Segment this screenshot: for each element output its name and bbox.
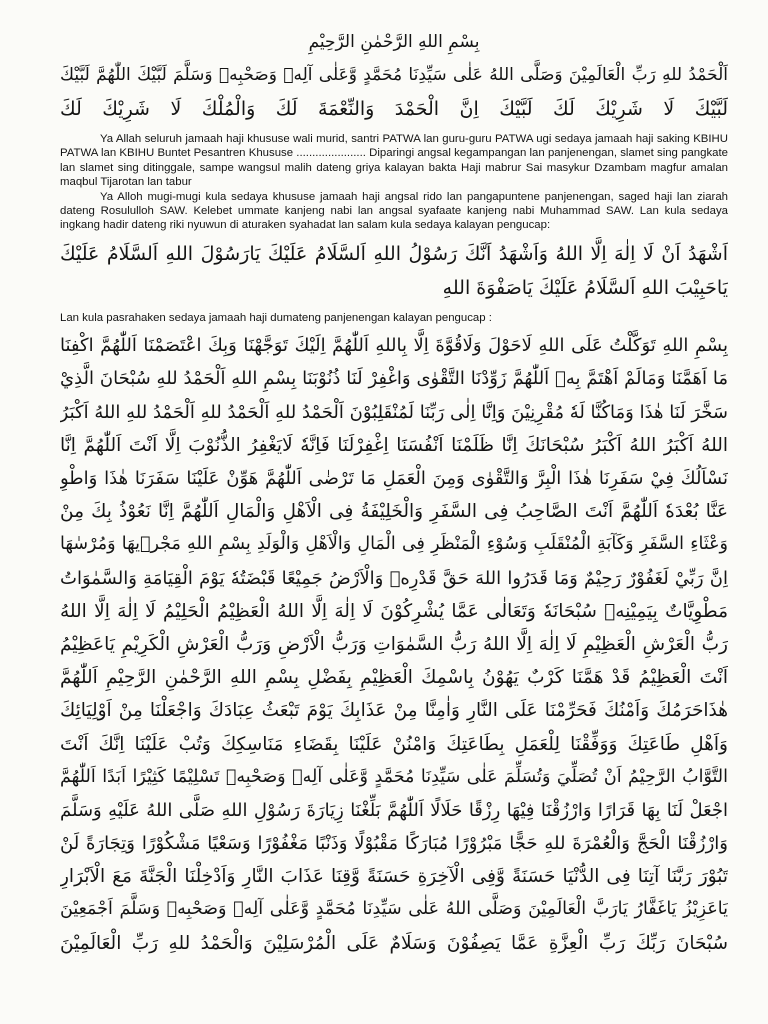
prayer-line: اجْعَلْ لَنَا بِهَا قَرَارًا وَارْزُقْنَا فِيْهَا رِزْقًا حَلَالًا اَللّٰهُمَّ بَلِّغْنَا زِيَارَةَ رَسُوْلِ اللهِ صَلَّى اللهُ عَلَيْهِ وَسَلَّمَ [60, 799, 728, 821]
intro-paragraph: Ya Allah seluruh jamaah haji khususe wali murid, santri PATWA lan guru-guru PATWA ugi sedaya jamaah haji saking KBIHU PATWA lan KBIHU Buntet Pesantren Khususe ...................... Diparingi angsal kegampangan lan panjenengan, slamet sing pangkate lan slamet sing ditinggale, sampe wangsul malih dateng griya kalayan bakta Haji mabrur Sai masykur Dzambam magfur amalan maqbul Tijarotan lan tabur [60, 133, 728, 189]
prayer-line: اَنْتَ الْعَظِيْمُ قَدْ هَمَّنَا كَرْبٌ يَهُوْنُ بِاسْمِكَ الْعَظِيْمِ بِفَضْلِ بِسْمِ اللهِ الرَّحْمٰنِ الرَّحِيْمِ اَللّٰهُمَّ [60, 667, 728, 689]
prayer-line: رَبُّ الْعَرْشِ الْعَظِيْمِ لَا اِلٰهَ اِلَّا اللهُ رَبُّ السَّمٰوَاتِ وَرَبُّ الْاَرْضِ وَرَبُّ الْعَرْشِ الْكَرِيْمِ يَاعَظِيْمُ [60, 633, 728, 655]
intro-line-2: Lan kula pasrahaken sedaya jamaah haji dumateng panjenengan kalayan pengucap : [60, 311, 492, 324]
prayer-line: عَنَّا بُعْدَهٗ اَللّٰهُمَّ اَنْتَ الصَّاحِبُ فِى السَّفَرِ وَالْخَلِيْفَةُ فِى الْاَهْلِ وَالْمَالِ اَللّٰهُمَّ اِنَّا نَعُوْذُ بِكَ مِنْ [60, 501, 728, 523]
prayer-line: سُبْحَانَ رَبِّكَ رَبِّ الْعِزَّةِ عَمَّا يَصِفُوْنَ وَسَلَامٌ عَلَى الْمُرْسَلِيْنَ وَالْحَمْدُ للهِ رَبِّ الْعَالَمِيْنَ [60, 932, 728, 954]
prayer-line: يَاعَزِيْزُ يَاغَفَّارُ يَارَبَّ الْعَالَمِيْنَ وَصَلَّى اللهُ عَلٰى سَيِّدِنَا مُحَمَّدٍ وَّعَلٰى آلِهٖ وَصَحْبِهٖ وَسَلَّمَ اَجْمَعِيْنَ [60, 899, 728, 920]
prayer-block [60, 329, 728, 960]
prayer-line: وَارْزُقْنَا الْحَجَّ وَالْعُمْرَةَ للهِ حَجًّا مَبْرُوْرًا مُبَارَكًا مَقْبُوْلًا وَذَنْبًا مَغْفُوْرًا وَسَعْيًا مَشْكُوْرًا وَتِجَارَةً لَنْ [60, 833, 728, 855]
shahada-line: اَشْهَدُ اَنْ لَا اِلٰهَ اِلَّا اللهُ وَاَشْهَدُ اَنَّكَ رَسُوْلُ اللهِ اَلسَّلَامُ عَلَيْكَ يَارَسُوْلَ اللهِ اَلسَّلَامُ عَلَيْكَ [60, 242, 728, 265]
prayer-line: مَا اَهَمَّنَا وَمَالَمْ اَهْتَمَّ بِهٖ اَللّٰهُمَّ زَوِّدْنَا التَّقْوٰى وَاغْفِرْ لَنَا ذُنُوْبَنَا بِسْمِ اللهِ اَلْحَمْدُ للهِ سُبْحَانَ الَّذِيْ [60, 368, 728, 390]
shahada-line: يَاحَبِيْبَ اللهِ اَلسَّلَامُ عَلَيْكَ يَاصَفْوَةَ اللهِ [442, 276, 728, 299]
talbiyah-line: اَلْحَمْدُ للهِ رَبِّ الْعَالَمِيْنَ وَصَلَّى اللهُ عَلٰى سَيِّدِنَا مُحَمَّدٍ وَّعَلٰى آلِهٖ وَصَحْبِهٖ وَسَلَّمَ لَبَّيْكَ اللّٰهُمَّ لَبَّيْكَ [60, 65, 728, 85]
prayer-line: نَسْاَلُكَ فِيْ سَفَرِنَا هٰذَا الْبِرَّ وَالتَّقْوٰى وَمِنَ الْعَمَلِ مَا تَرْضٰى اَللّٰهُمَّ هَوِّنْ عَلَيْنَا سَفَرَنَا هٰذَا وَاطْوِ [60, 468, 728, 489]
prayer-line: هٰذَاحَرَمُكَ وَاَمْنُكَ فَحَرِّمْنَا عَلَى النَّارِ وَاٰمِنَّا مِنْ عَذَابِكَ يَوْمَ تَبْعَثُ عِبَادَكَ وَاجْعَلْنَا مِنْ اَوْلِيَائِكَ [60, 700, 728, 722]
prayer-line: اللهُ اَكْبَرُ اللهُ اَكْبَرُ سُبْحَانَكَ اِنَّا ظَلَمْنَا اَنْفُسَنَا اِغْفِرْلَنَا فَاِنَّهٗ لَايَغْفِرُ الذُّنُوْبَ اِلَّا اَنْتَ اَللّٰهُمَّ اِنَّا [60, 434, 728, 456]
talbiyah-line: لَبَّيْكَ لَا شَرِيْكَ لَكَ لَبَّيْكَ اِنَّ الْحَمْدَ وَالنِّعْمَةَ لَكَ وَالْمُلْكَ لَا شَرِيْكَ لَكَ [60, 98, 728, 120]
intro-paragraphs [60, 132, 728, 233]
talbiyah-block [60, 58, 728, 126]
prayer-line: اِنَّ رَبِّيْ لَغَفُوْرٌ رَحِيْمٌ وَمَا قَدَرُوا اللهَ حَقَّ قَدْرِهٖ وَالْاَرْضُ جَمِيْعًا قَبْضَتُهٗ يَوْمَ الْقِيَامَةِ وَالسَّمٰوَاتُ [60, 567, 728, 589]
prayer-line: تَبُوْرَ رَبَّنَا آتِنَا فِى الدُّنْيَا حَسَنَةً وَّفِى الْآخِرَةِ حَسَنَةً وَّقِنَا عَذَابَ النَّارِ وَاَدْخِلْنَا الْجَنَّةَ مَعَ الْاَبْرَارِ [60, 866, 728, 888]
prayer-line: سَخَّرَ لَنَا هٰذَا وَمَاكُنَّا لَهٗ مُقْرِنِيْنَ وَاِنَّا اِلٰى رَبِّنَا لَمُنْقَلِبُوْنَ اَلْحَمْدُ للهِ اَلْحَمْدُ للهِ اَلْحَمْدُ للهِ اللهُ اَكْبَرُ [60, 401, 728, 423]
intro-paragraph: Ya Alloh mugi-mugi kula sedaya khususe jamaah haji angsal rido lan pangapuntene panjenengan, saged haji lan ziarah dateng Rosululloh SAW. Kelebet ummate kanjeng nabi lan angsal syafaate kanjeng nabi Muhammad SAW. Lan kula sedaya ingkang hadir dateng riki nyuwun di aturaken syahadat lan salam kula sedaya kalayan pengucap: [60, 190, 728, 232]
shahada-block [60, 237, 728, 305]
prayer-line: وَاَهْلِ طَاعَتِكَ وَوَفِّقْنَا لِلْعَمَلِ بِطَاعَتِكَ وَامْنُنْ عَلَيْنَا بِقَضَاءِ مَنَاسِكِكَ وَتُبْ عَلَيْنَا اِنَّكَ اَنْتَ [60, 733, 728, 755]
page-title: بِسْمِ اللهِ الرَّحْمٰنِ الرَّحِيْمِ [308, 32, 480, 52]
prayer-line: التَّوَّابُ الرَّحِيْمُ اَنْ تُصَلِّيَ وَتُسَلِّمَ عَلٰى سَيِّدِنَا مُحَمَّدٍ وَّعَلٰى آلِهٖ وَصَحْبِهٖ تَسْلِيْمًا كَثِيْرًا اَبَدًا اَللّٰهُمَّ [60, 766, 728, 787]
prayer-line: بِسْمِ اللهِ تَوَكَّلْتُ عَلَى اللهِ لَاحَوْلَ وَلَاقُوَّةَ اِلَّا بِاللهِ اَللّٰهُمَّ اِلَيْكَ تَوَجَّهْنَا وَبِكَ اعْتَصَمْنَا اَللّٰهُمَّ اكْفِنَا [60, 335, 728, 357]
prayer-line: مَطْوِيَّاتٌ بِيَمِيْنِهٖ سُبْحَانَهٗ وَتَعَالٰى عَمَّا يُشْرِكُوْنَ لَا اِلٰهَ اِلَّا اللهُ الْعَظِيْمُ الْحَلِيْمُ لَا اِلٰهَ اِلَّا اللهُ [60, 600, 728, 622]
prayer-line: وَعْثَاءِ السَّفَرِ وَكَآبَةِ الْمُنْقَلَبِ وَسُوْءِ الْمَنْظَرِ فِى الْمَالِ وَالْاَهْلِ وَالْوَلَدِ بِسْمِ اللهِ مَجْرٖيهَا وَمُرْسٰهَا [60, 534, 728, 555]
